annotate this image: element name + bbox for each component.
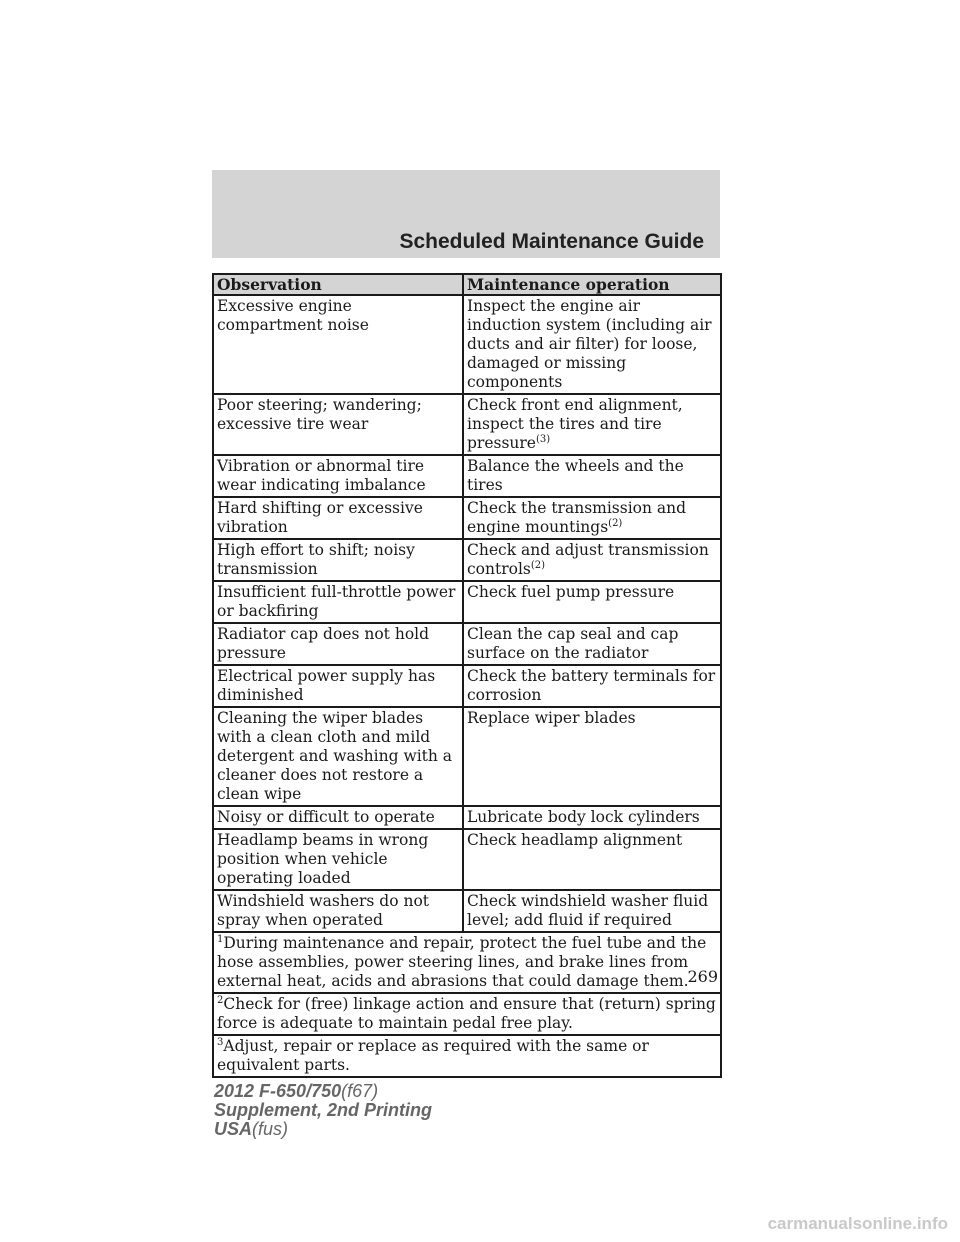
footer-model: 2012 F-650/750 bbox=[214, 1081, 342, 1101]
table-header-row bbox=[213, 274, 721, 295]
document-footer bbox=[214, 1082, 432, 1139]
footnote-cell bbox=[213, 1035, 721, 1077]
maintenance-operation-cell bbox=[463, 455, 721, 497]
footnote-row bbox=[213, 1035, 721, 1077]
maintenance-operation-cell bbox=[463, 394, 721, 455]
footer-printing: Supplement, 2nd Printing bbox=[214, 1100, 433, 1120]
maintenance-operation-cell bbox=[463, 581, 721, 623]
footnote-cell bbox=[213, 993, 721, 1035]
column-header-observation: Observation bbox=[213, 274, 463, 295]
observation-cell: Excessive engine compartment noise bbox=[213, 295, 463, 394]
footer-model-code: (f67) bbox=[341, 1081, 379, 1101]
observation-cell: Headlamp beams in wrong position when vehicle operating loaded bbox=[213, 829, 463, 890]
maintenance-operation-cell bbox=[463, 497, 721, 539]
footnote-row bbox=[213, 932, 721, 993]
footer-market-code: (fus) bbox=[252, 1119, 289, 1139]
observation-cell: Poor steering; wandering; excessive tire wear bbox=[213, 394, 463, 455]
maintenance-operation-cell bbox=[463, 829, 721, 890]
observation-cell: Windshield washers do not spray when operated bbox=[213, 890, 463, 932]
operation-text: Check and adjust transmission controls bbox=[467, 541, 709, 578]
table-row bbox=[213, 539, 721, 581]
table-row bbox=[213, 497, 721, 539]
table-row bbox=[213, 829, 721, 890]
operation-text: Check front end alignment, inspect the tires and tire pressure bbox=[467, 396, 683, 452]
table-row bbox=[213, 295, 721, 394]
observation-cell: Insufficient full-throttle power or backfiring bbox=[213, 581, 463, 623]
page-number: 269 bbox=[687, 967, 718, 986]
observation-cell: Radiator cap does not hold pressure bbox=[213, 623, 463, 665]
table-row bbox=[213, 890, 721, 932]
table-row bbox=[213, 707, 721, 806]
observation-cell: Noisy or difficult to operate bbox=[213, 806, 463, 829]
section-title: Scheduled Maintenance Guide bbox=[399, 230, 704, 253]
maintenance-operation-cell bbox=[463, 707, 721, 806]
section-header-band bbox=[212, 170, 720, 258]
maintenance-operation-cell bbox=[463, 806, 721, 829]
operation-text: Clean the cap seal and cap surface on the radiator bbox=[467, 625, 679, 662]
table-row bbox=[213, 581, 721, 623]
operation-text: Lubricate body lock cylinders bbox=[467, 808, 700, 826]
footnote-reference: (3) bbox=[535, 433, 551, 445]
maintenance-operation-cell bbox=[463, 623, 721, 665]
footnote-number: 1 bbox=[217, 933, 224, 945]
footnote-text: During maintenance and repair, protect the fuel tube and the hose assemblies, power steering lines, and brake lines from external heat, acids and abrasions that could damage them. bbox=[217, 934, 707, 990]
footnote-text: Check for (free) linkage action and ensure that (return) spring force is adequate to maintain pedal free play. bbox=[217, 995, 716, 1032]
observation-cell: High effort to shift; noisy transmission bbox=[213, 539, 463, 581]
operation-text: Check the battery terminals for corrosion bbox=[467, 667, 716, 704]
observation-cell: Electrical power supply has diminished bbox=[213, 665, 463, 707]
maintenance-operation-cell bbox=[463, 539, 721, 581]
table-row bbox=[213, 394, 721, 455]
operation-text: Replace wiper blades bbox=[467, 709, 636, 727]
column-header-maintenance-operation: Maintenance operation bbox=[463, 274, 721, 295]
footnote-number: 3 bbox=[217, 1036, 224, 1048]
operation-text: Balance the wheels and the tires bbox=[467, 457, 684, 494]
maintenance-table bbox=[212, 273, 722, 1078]
footnote-row bbox=[213, 993, 721, 1035]
footer-market: USA bbox=[214, 1119, 253, 1139]
maintenance-operation-cell bbox=[463, 665, 721, 707]
watermark: carmanualsonline.info bbox=[767, 1214, 948, 1233]
operation-text: Check the transmission and engine mountings bbox=[467, 499, 687, 536]
footnote-reference: (2) bbox=[530, 559, 546, 571]
maintenance-operation-cell bbox=[463, 890, 721, 932]
observation-cell: Hard shifting or excessive vibration bbox=[213, 497, 463, 539]
footnote-number: 2 bbox=[217, 994, 224, 1006]
operation-text: Check fuel pump pressure bbox=[467, 583, 675, 601]
footnote-text: Adjust, repair or replace as required with the same or equivalent parts. bbox=[217, 1037, 649, 1074]
footnote-reference: (2) bbox=[608, 517, 623, 529]
operation-text: Check headlamp alignment bbox=[467, 831, 683, 849]
maintenance-operation-cell bbox=[463, 295, 721, 394]
observation-cell: Cleaning the wiper blades with a clean cloth and mild detergent and washing with a cleaner does not restore a clean wipe bbox=[213, 707, 463, 806]
table-row bbox=[213, 623, 721, 665]
table-row bbox=[213, 806, 721, 829]
operation-text: Check windshield washer fluid level; add fluid if required bbox=[467, 892, 709, 929]
footnote-cell bbox=[213, 932, 721, 993]
operation-text: Inspect the engine air induction system (including air ducts and air filter) for loose, damaged or missing components bbox=[467, 297, 712, 391]
table-row bbox=[213, 455, 721, 497]
observation-cell: Vibration or abnormal tire wear indicating imbalance bbox=[213, 455, 463, 497]
table-row bbox=[213, 665, 721, 707]
